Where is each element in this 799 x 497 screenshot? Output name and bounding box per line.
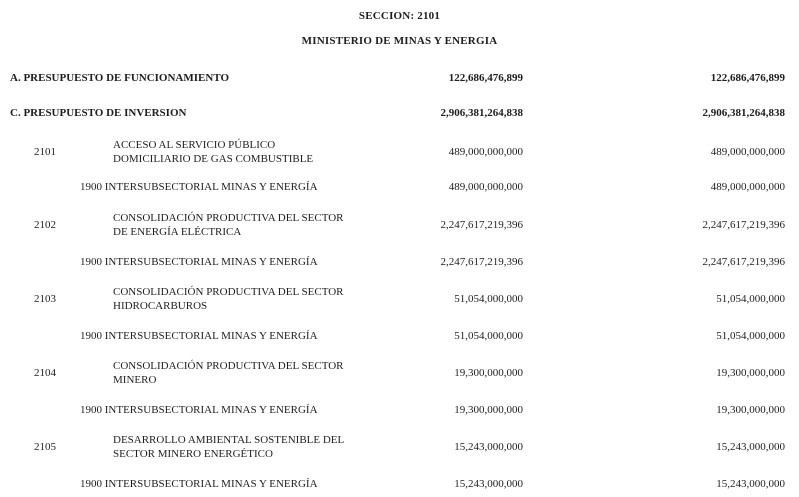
subprogram-value-1: 15,243,000,000 xyxy=(454,478,523,490)
program-code: 2103 xyxy=(34,293,56,305)
program-value-1: 19,300,000,000 xyxy=(454,367,523,379)
program-desc-line1: CONSOLIDACIÓN PRODUCTIVA DEL SECTOR xyxy=(113,286,344,298)
program-value-2: 15,243,000,000 xyxy=(716,441,785,453)
program-description xyxy=(113,285,413,313)
total-value-1: 122,686,476,899 xyxy=(448,72,523,84)
subprogram-value-2: 19,300,000,000 xyxy=(716,404,785,416)
subprogram-label: 1900 INTERSUBSECTORIAL MINAS Y ENERGÍA xyxy=(80,478,318,490)
program-description xyxy=(113,138,413,166)
program-value-2: 51,054,000,000 xyxy=(716,293,785,305)
program-value-2: 489,000,000,000 xyxy=(710,146,785,158)
program-value-2: 19,300,000,000 xyxy=(716,367,785,379)
subprogram-value-1: 19,300,000,000 xyxy=(454,404,523,416)
subprogram-value-2: 2,247,617,219,396 xyxy=(702,256,785,268)
subprogram-value-2: 15,243,000,000 xyxy=(716,478,785,490)
program-desc-line1: DESARROLLO AMBIENTAL SOSTENIBLE DEL xyxy=(113,434,345,446)
subprogram-value-1: 489,000,000,000 xyxy=(448,181,523,193)
program-code: 2101 xyxy=(34,146,56,158)
program-desc-line2: SECTOR MINERO ENERGÉTICO xyxy=(113,448,273,460)
subprogram-value-2: 51,054,000,000 xyxy=(716,330,785,342)
subprogram-value-1: 51,054,000,000 xyxy=(454,330,523,342)
program-description xyxy=(113,433,413,461)
program-desc-line2: DOMICILIARIO DE GAS COMBUSTIBLE xyxy=(113,153,314,165)
ministry-title: MINISTERIO DE MINAS Y ENERGIA xyxy=(301,35,498,47)
program-desc-line2: MINERO xyxy=(113,374,157,386)
program-desc-line1: CONSOLIDACIÓN PRODUCTIVA DEL SECTOR xyxy=(113,360,344,372)
program-value-1: 2,247,617,219,396 xyxy=(440,219,523,231)
program-value-2: 2,247,617,219,396 xyxy=(702,219,785,231)
program-value-1: 489,000,000,000 xyxy=(448,146,523,158)
subprogram-value-2: 489,000,000,000 xyxy=(710,181,785,193)
program-value-1: 51,054,000,000 xyxy=(454,293,523,305)
total-label: A. PRESUPUESTO DE FUNCIONAMIENTO xyxy=(10,72,230,84)
program-desc-line2: DE ENERGÍA ELÉCTRICA xyxy=(113,226,242,238)
total-value-2: 122,686,476,899 xyxy=(710,72,785,84)
subprogram-value-1: 2,247,617,219,396 xyxy=(440,256,523,268)
program-description xyxy=(113,211,413,239)
program-description xyxy=(113,359,413,387)
subprogram-label: 1900 INTERSUBSECTORIAL MINAS Y ENERGÍA xyxy=(80,256,318,268)
program-desc-line2: HIDROCARBUROS xyxy=(113,300,208,312)
subprogram-label: 1900 INTERSUBSECTORIAL MINAS Y ENERGÍA xyxy=(80,330,318,342)
total-value-1: 2,906,381,264,838 xyxy=(440,107,523,119)
program-value-1: 15,243,000,000 xyxy=(454,441,523,453)
program-desc-line1: CONSOLIDACIÓN PRODUCTIVA DEL SECTOR xyxy=(113,212,344,224)
subprogram-label: 1900 INTERSUBSECTORIAL MINAS Y ENERGÍA xyxy=(80,404,318,416)
program-code: 2102 xyxy=(34,219,56,231)
program-code: 2105 xyxy=(34,441,56,453)
total-label: C. PRESUPUESTO DE INVERSION xyxy=(10,107,187,119)
program-desc-line1: ACCESO AL SERVICIO PÚBLICO xyxy=(113,139,276,151)
total-value-2: 2,906,381,264,838 xyxy=(702,107,785,119)
subprogram-label: 1900 INTERSUBSECTORIAL MINAS Y ENERGÍA xyxy=(80,181,318,193)
program-code: 2104 xyxy=(34,367,56,379)
section-title: SECCION: 2101 xyxy=(358,10,441,22)
